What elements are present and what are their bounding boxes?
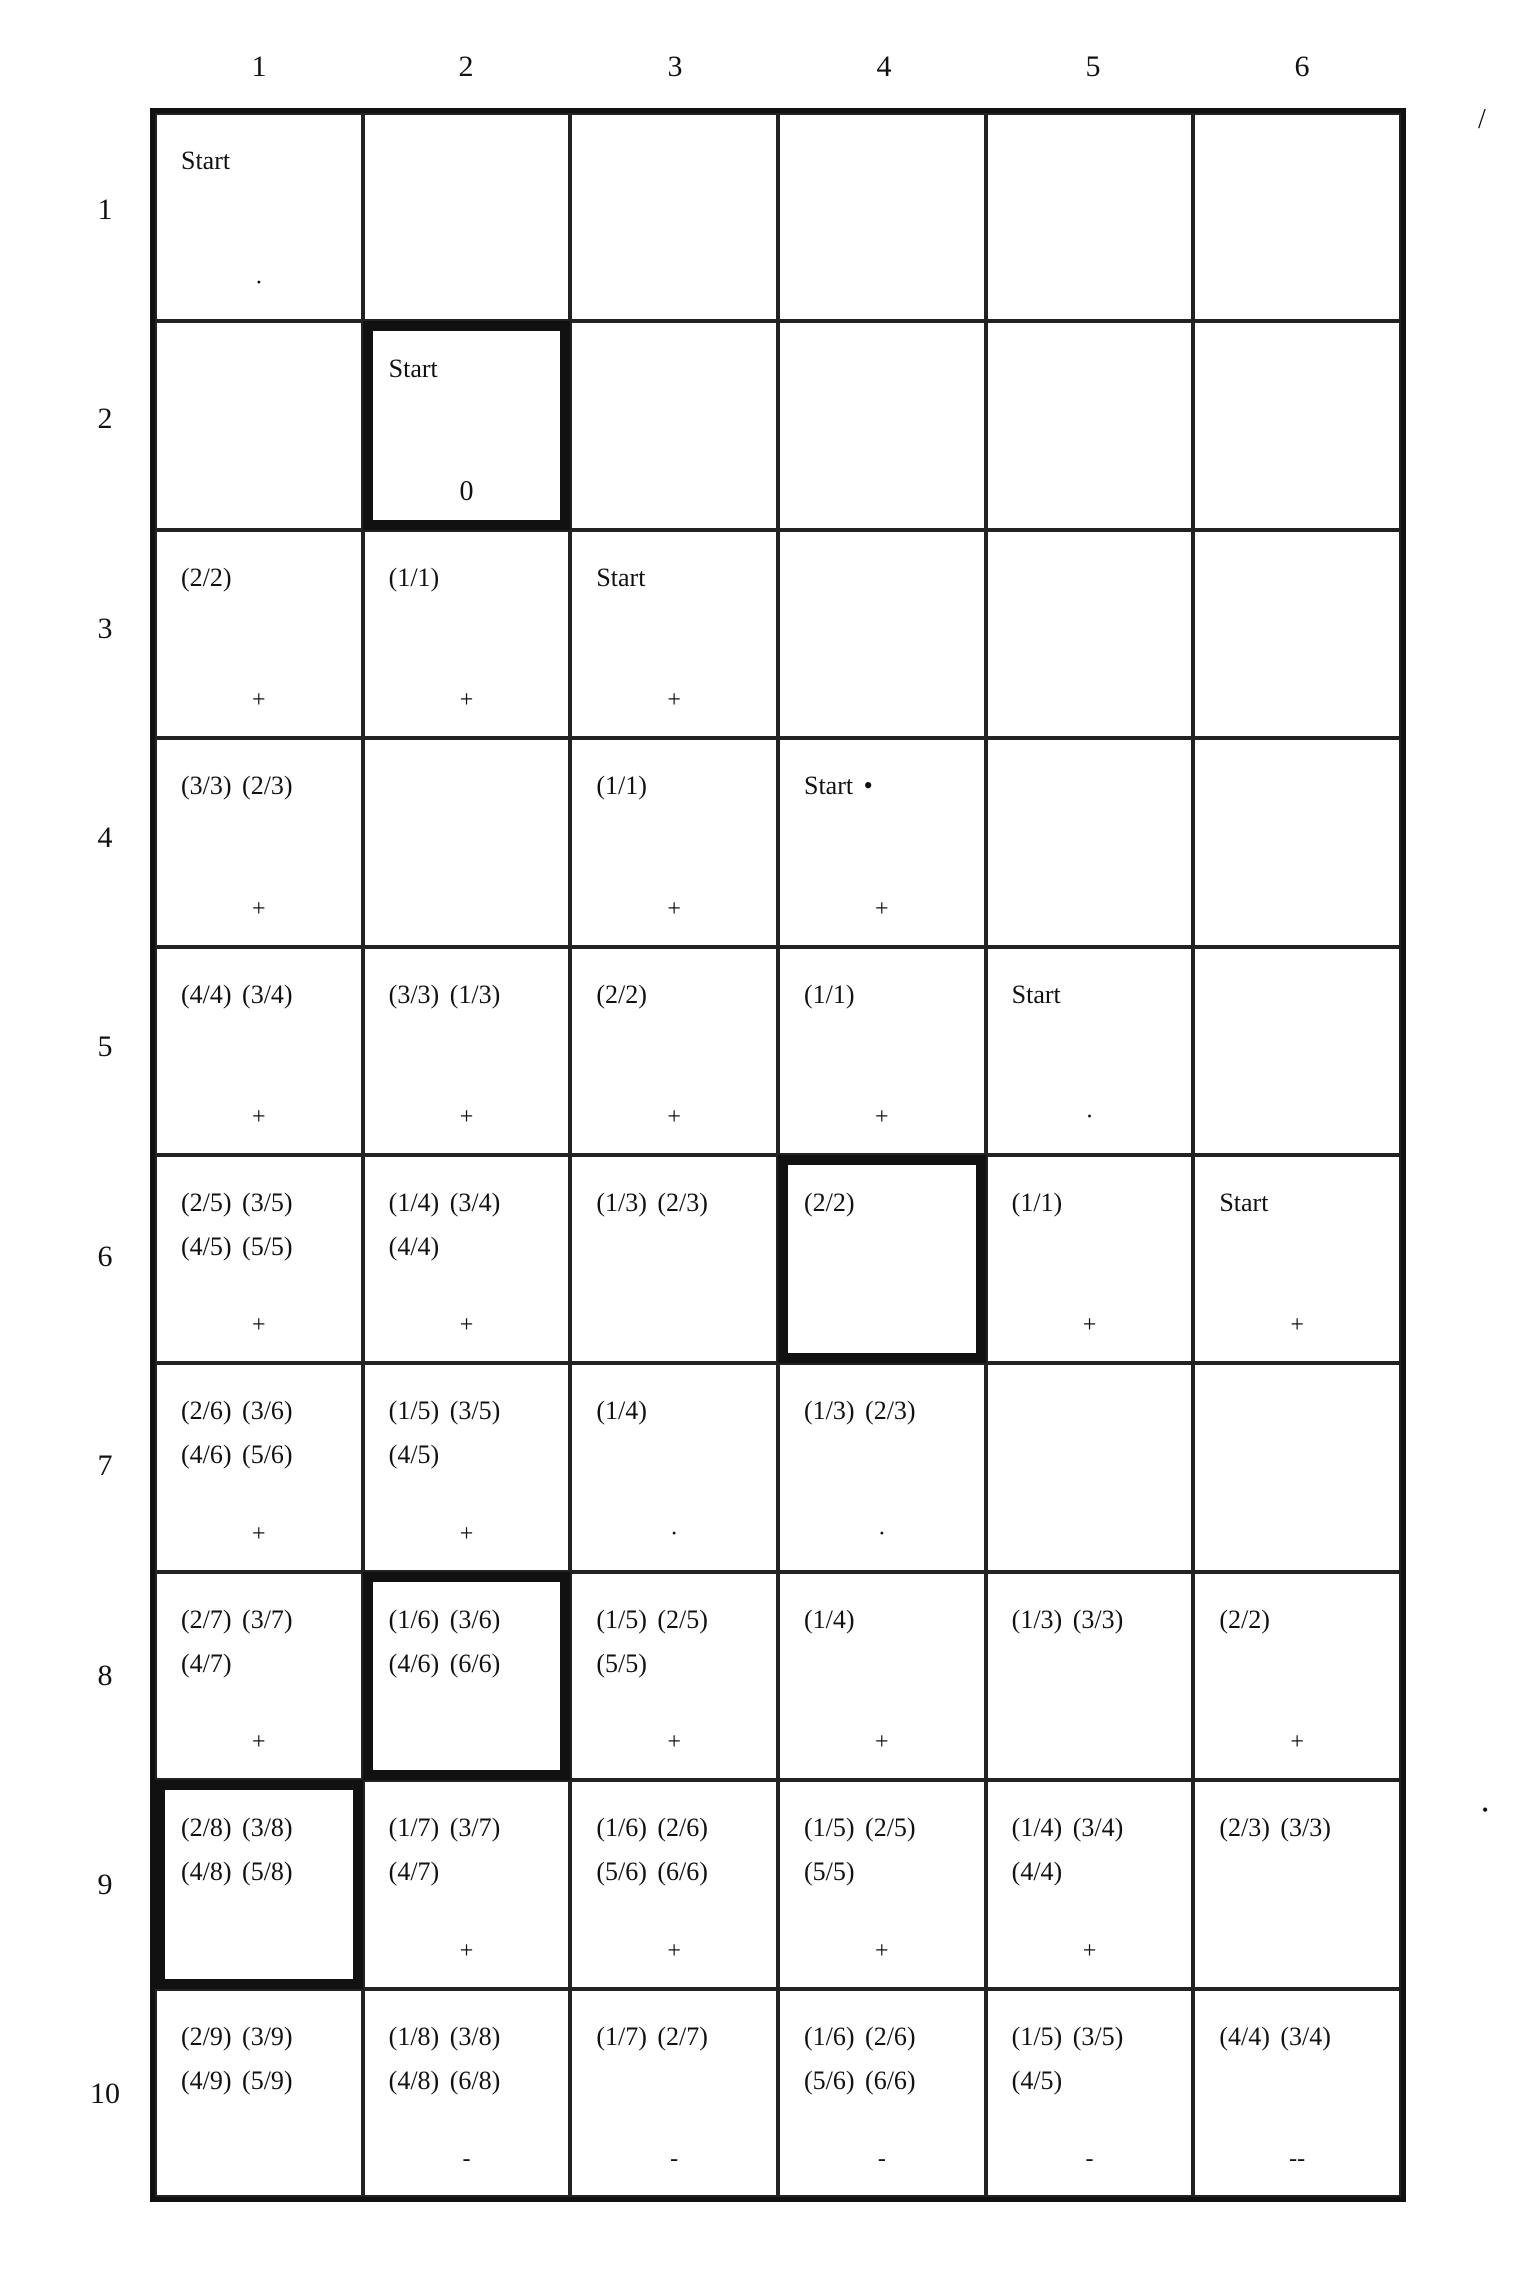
grid-cell [778, 738, 986, 946]
cell-label: (3/3) (1/3) [388, 979, 501, 1009]
grid-cell [155, 947, 363, 1155]
grid-cell [363, 1155, 571, 1363]
cell-mark: + [667, 1937, 681, 1964]
grid-cell [778, 1155, 986, 1363]
cell-label: (3/3) (2/3) [181, 771, 293, 801]
grid-cell [986, 1989, 1194, 2197]
cell-label: (1/5) (3/5) (4/5) [388, 1396, 501, 1470]
grid-cell [1193, 1155, 1401, 1363]
cell-label: (2/2) [596, 979, 647, 1009]
cell-label: (2/2) [1219, 1604, 1270, 1634]
cell-mark: + [1290, 1729, 1304, 1756]
cell-label: (1/1) [804, 979, 855, 1009]
cell-label: (1/3) (2/3) [804, 1396, 916, 1426]
grid-cell [1193, 947, 1401, 1155]
cell-mark: + [252, 1520, 266, 1547]
cell-label: (1/8) (3/8) (4/8) (6/8) [388, 2021, 501, 2095]
stray-mark: / [1478, 104, 1486, 135]
cell-mark: + [252, 1312, 266, 1339]
grid-cell [1193, 1780, 1401, 1988]
cell-mark: + [459, 1312, 474, 1339]
cell-label: (2/8) (3/8) (4/8) (5/8) [181, 1813, 293, 1887]
grid-cell [986, 947, 1194, 1155]
grid-cell [570, 1155, 778, 1363]
cell-label: (2/6) (3/6) (4/6) (5/6) [181, 1396, 293, 1470]
cell-mark: + [667, 895, 681, 922]
grid-cell [363, 530, 571, 738]
cell-label: (1/4) [596, 1396, 647, 1426]
grid-cell [1193, 1572, 1401, 1780]
column-number: 4 [876, 50, 892, 83]
cell-mark: + [459, 1103, 474, 1130]
grid-cell [570, 947, 778, 1155]
cell-mark: · [877, 1520, 886, 1547]
cell-mark: + [459, 1937, 474, 1964]
cell-label: (4/4) (3/4) [181, 979, 293, 1009]
cell-mark: - [1085, 2145, 1094, 2172]
row-number: 5 [97, 1030, 113, 1064]
cell-label: (1/4) [804, 1604, 855, 1634]
grid-cell [155, 1572, 363, 1780]
cell-mark: + [1290, 1312, 1304, 1339]
grid-cell [986, 1363, 1194, 1571]
cell-label: (1/7) (2/7) [596, 2021, 708, 2051]
cell-mark: + [875, 1103, 889, 1130]
grid-cell [155, 1780, 363, 1988]
row-number: 3 [97, 611, 113, 645]
cell-label: (1/1) [388, 562, 440, 592]
grid-cell [778, 1363, 986, 1571]
grid-table [150, 108, 1406, 2202]
grid-cell [155, 1155, 363, 1363]
cell-mark: + [252, 1729, 266, 1756]
cell-mark: · [254, 270, 263, 297]
grid-cell [363, 113, 571, 321]
column-number: 5 [1085, 50, 1101, 83]
grid-cell [778, 530, 986, 738]
grid-cell [986, 321, 1194, 529]
grid-cell [778, 113, 986, 321]
grid-cell [778, 1780, 986, 1988]
row-number: 4 [97, 820, 113, 854]
grid-cell [155, 113, 363, 321]
grid-cell [570, 1363, 778, 1571]
column-number: 3 [667, 50, 683, 83]
cell-label: (2/5) (3/5) (4/5) (5/5) [181, 1187, 293, 1261]
grid-cell [986, 1155, 1194, 1363]
cell-mark: · [1085, 1103, 1094, 1130]
grid-cell [778, 1572, 986, 1780]
cell-label: (1/4) (3/4) (4/4) [388, 1187, 501, 1261]
row-number: 2 [97, 402, 113, 436]
cell-mark: - [462, 2145, 471, 2172]
grid-cell [363, 1572, 571, 1780]
grid-cell [570, 113, 778, 321]
row-number: 10 [90, 2077, 120, 2111]
grid-cell [155, 1363, 363, 1571]
cell-label: (1/5) (2/5) (5/5) [804, 1813, 916, 1887]
column-number: 6 [1294, 50, 1310, 83]
grid-cell [778, 321, 986, 529]
grid-cell [570, 1780, 778, 1988]
grid-cell [155, 321, 363, 529]
cell-label: Start [596, 562, 646, 592]
cell-label: Start [181, 146, 231, 175]
grid-cell [1193, 738, 1401, 946]
grid-cell [1193, 321, 1401, 529]
row-number: 1 [97, 192, 113, 226]
grid-cell [155, 1989, 363, 2197]
cell-mark: + [252, 895, 266, 922]
cell-label: (1/6) (2/6) (5/6) (6/6) [804, 2021, 916, 2095]
cell-mark: + [1082, 1937, 1097, 1964]
cell-label: (1/1) [596, 771, 647, 801]
grid-cell [363, 738, 571, 946]
grid-cell [363, 1780, 571, 1988]
cell-mark: · [670, 1520, 679, 1547]
cell-mark: + [667, 687, 681, 714]
cell-label: (1/6) (2/6) (5/6) (6/6) [596, 1813, 708, 1887]
cell-mark: + [252, 687, 266, 714]
cell-label: Start [388, 354, 438, 384]
cell-label: (2/2) [181, 562, 232, 592]
row-number: 7 [97, 1449, 113, 1483]
cell-label: Start [1011, 979, 1061, 1009]
row-number: 9 [97, 1867, 113, 1901]
cell-mark: - [670, 2145, 679, 2172]
cell-mark: + [875, 895, 889, 922]
cell-mark: + [875, 1937, 889, 1964]
grid-cell [570, 1572, 778, 1780]
cell-mark: + [875, 1729, 889, 1756]
grid-cell [986, 113, 1194, 321]
grid-cell [1193, 530, 1401, 738]
column-number: 1 [251, 50, 267, 83]
grid-cell [986, 738, 1194, 946]
stray-mark: • [1482, 1800, 1489, 1820]
cell-label: (1/7) (3/7) (4/7) [388, 1813, 501, 1887]
cell-label: (2/2) [804, 1187, 855, 1217]
cell-mark: -- [1289, 2145, 1306, 2172]
cell-label: Start • [804, 771, 873, 801]
cell-mark: + [667, 1103, 681, 1130]
grid-cell [363, 1363, 571, 1571]
cell-mark: + [459, 1520, 474, 1547]
grid-cell [363, 321, 571, 529]
grid-cell [1193, 113, 1401, 321]
cell-label: (1/3) (3/3) [1011, 1604, 1124, 1634]
cell-label: (1/3) (2/3) [596, 1187, 708, 1217]
grid-cell [986, 1780, 1194, 1988]
grid-cell [570, 321, 778, 529]
cell-label: (1/4) (3/4) (4/4) [1011, 1813, 1124, 1887]
row-number: 6 [97, 1239, 113, 1273]
grid-cell [155, 738, 363, 946]
grid-cell [1193, 1363, 1401, 1571]
cell-label: (1/6) (3/6) (4/6) (6/6) [388, 1604, 501, 1678]
cell-label: Start [1219, 1187, 1269, 1217]
cell-label: (1/5) (3/5) (4/5) [1011, 2021, 1124, 2095]
row-number: 8 [97, 1658, 113, 1692]
grid-cell [570, 1989, 778, 2197]
grid-cell [778, 1989, 986, 2197]
column-number: 2 [458, 50, 474, 83]
grid-cell [986, 530, 1194, 738]
cell-mark: + [1082, 1312, 1097, 1339]
cell-label: (2/9) (3/9) (4/9) (5/9) [181, 2021, 293, 2095]
grid-cell [363, 1989, 571, 2197]
cell-mark: + [252, 1103, 266, 1130]
cell-mark: - [877, 2145, 886, 2172]
grid-cell [570, 530, 778, 738]
grid-cell [363, 947, 571, 1155]
cell-label: (2/7) (3/7) (4/7) [181, 1604, 293, 1678]
cell-label: (4/4) (3/4) [1219, 2021, 1331, 2051]
cell-label: (1/1) [1011, 1187, 1063, 1217]
grid-cell [778, 947, 986, 1155]
grid-cell [1193, 1989, 1401, 2197]
grid-cell [986, 1572, 1194, 1780]
cell-mark: + [667, 1729, 681, 1756]
grid-cell [570, 738, 778, 946]
cell-mark: 0 [459, 475, 474, 507]
grid-cell [155, 530, 363, 738]
cell-mark: + [459, 687, 474, 714]
cell-label: (1/5) (2/5) (5/5) [596, 1604, 708, 1678]
cell-label: (2/3) (3/3) [1219, 1813, 1331, 1843]
